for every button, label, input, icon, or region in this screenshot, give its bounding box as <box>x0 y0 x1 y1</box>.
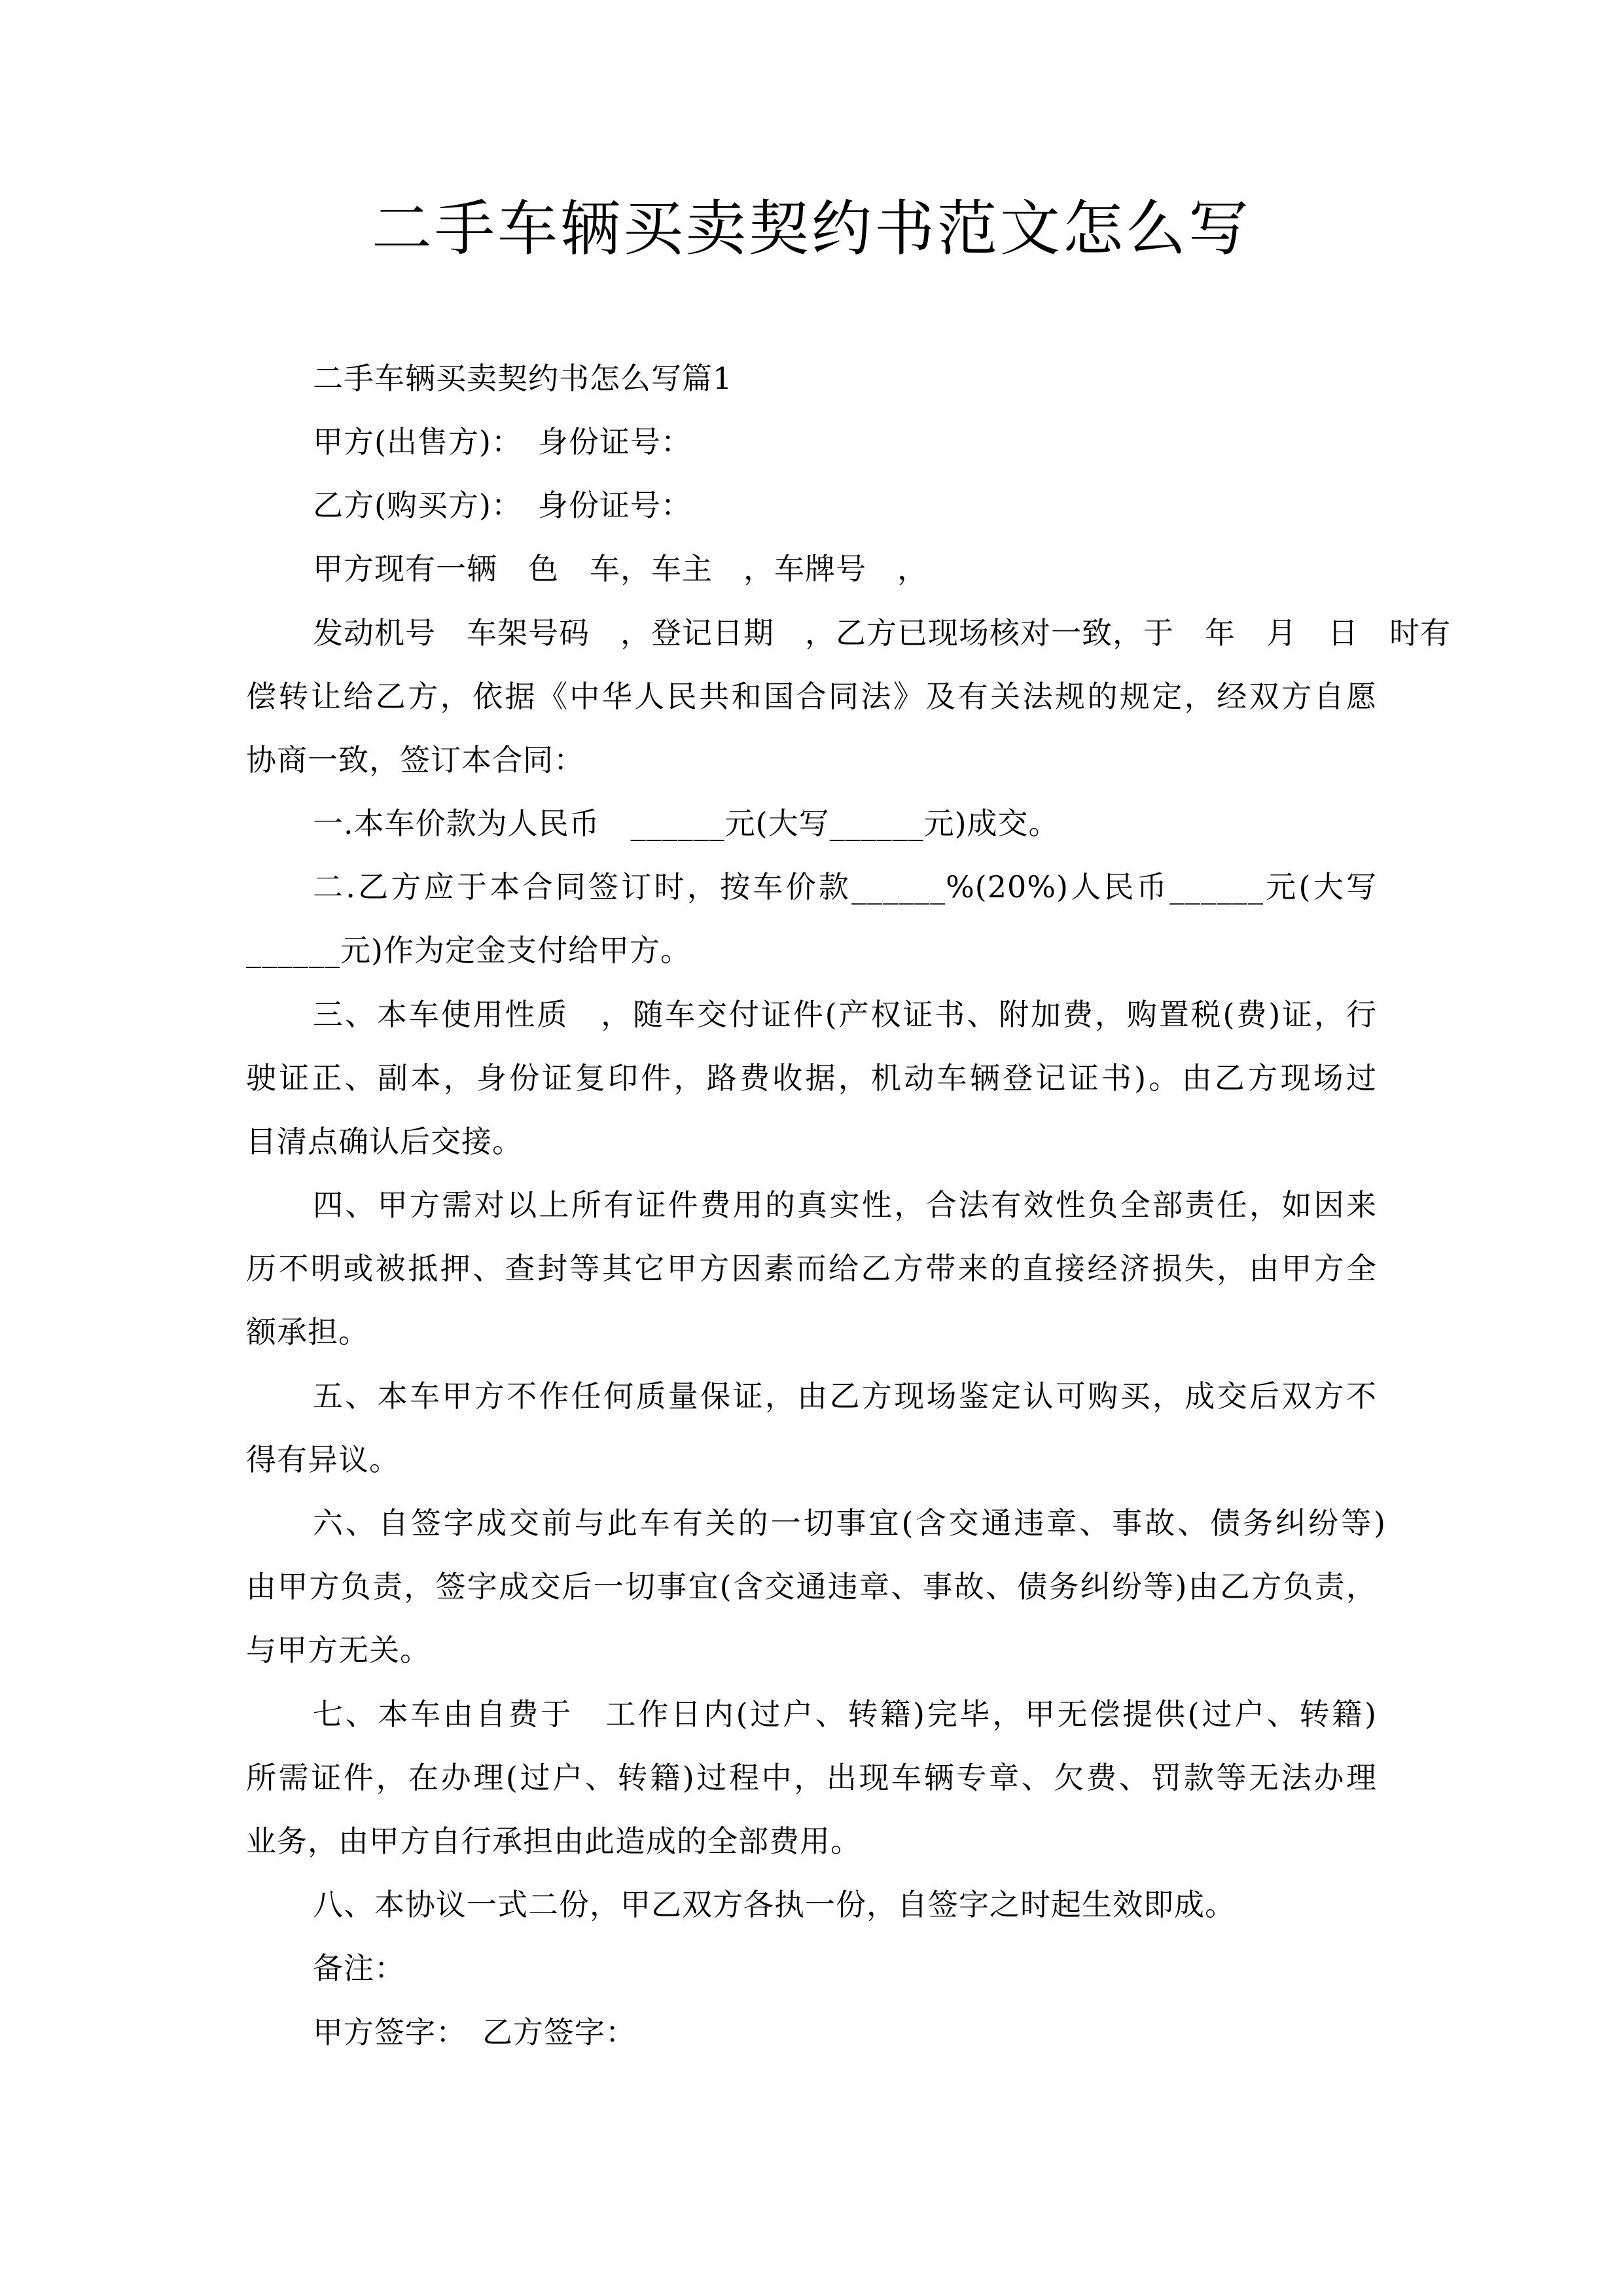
clause-6-cont: 由甲方负责，签字成交后一切事宜(含交通违章、事故、债务纠纷等)由乙方负责， <box>246 1569 1377 1604</box>
document-title: 二手车辆买卖契约书范文怎么写 <box>371 194 1251 264</box>
clause-5-cont: 得有异议。 <box>246 1442 400 1477</box>
clause-8: 八、本协议一式二份，甲乙双方各执一份，自签字之时起生效即成。 <box>313 1887 1236 1922</box>
vehicle-info-line: 甲方现有一辆 色 车，车主 ，车牌号 ， <box>313 551 928 586</box>
clause-3: 三、本车使用性质 ，随车交付证件(产权证书、附加费，购置税(费)证，行 <box>313 997 1377 1032</box>
party-b-line: 乙方(购买方)： 身份证号： <box>313 488 692 523</box>
clause-6-cont: 与甲方无关。 <box>246 1632 431 1668</box>
paragraph-line: 协商一致，签订本合同： <box>246 742 584 778</box>
clause-5: 五、本车甲方不作任何质量保证，由乙方现场鉴定认可购买，成交后双方不 <box>313 1378 1377 1414</box>
clause-7: 七、本车由自费于 工作日内(过户、转籍)完毕，甲无偿提供(过户、转籍) <box>313 1696 1377 1732</box>
clause-3-cont: 目清点确认后交接。 <box>246 1124 523 1159</box>
remarks-label: 备注： <box>313 1950 405 1986</box>
paragraph-line: 发动机号 车架号码 ，登记日期 ，乙方已现场核对一致，于 年 月 日 时有 <box>313 615 1451 651</box>
clause-6: 六、自签字成交前与此车有关的一切事宜(含交通违章、事故、债务纠纷等) <box>313 1505 1386 1541</box>
clause-2-cont: ______元)作为定金支付给甲方。 <box>246 933 691 968</box>
clause-4-cont: 额承担。 <box>246 1314 369 1350</box>
section-heading: 二手车辆买卖契约书怎么写篇1 <box>313 361 733 396</box>
paragraph-line: 偿转让给乙方，依据《中华人民共和国合同法》及有关法规的规定，经双方自愿 <box>246 679 1377 714</box>
clause-7-cont: 业务，由甲方自行承担由此造成的全部费用。 <box>246 1823 861 1859</box>
clause-3-cont: 驶证正、副本，身份证复印件，路费收据，机动车辆登记证书)。由乙方现场过 <box>246 1060 1377 1096</box>
clause-4: 四、甲方需对以上所有证件费用的真实性，合法有效性负全部责任，如因来 <box>313 1187 1377 1223</box>
signature-line: 甲方签字： 乙方签字： <box>313 2015 636 2050</box>
clause-1: 一.本车价款为人民币 ______元(大写______元)成交。 <box>313 806 1060 841</box>
clause-7-cont: 所需证件，在办理(过户、转籍)过程中，出现车辆专章、欠费、罚款等无法办理 <box>246 1760 1377 1795</box>
party-a-line: 甲方(出售方)： 身份证号： <box>313 424 692 459</box>
clause-2: 二.乙方应于本合同签订时，按车价款______%(20%)人民币______元(大写 <box>313 869 1377 905</box>
clause-4-cont: 历不明或被抵押、查封等其它甲方因素而给乙方带来的直接经济损失，由甲方全 <box>246 1251 1377 1286</box>
